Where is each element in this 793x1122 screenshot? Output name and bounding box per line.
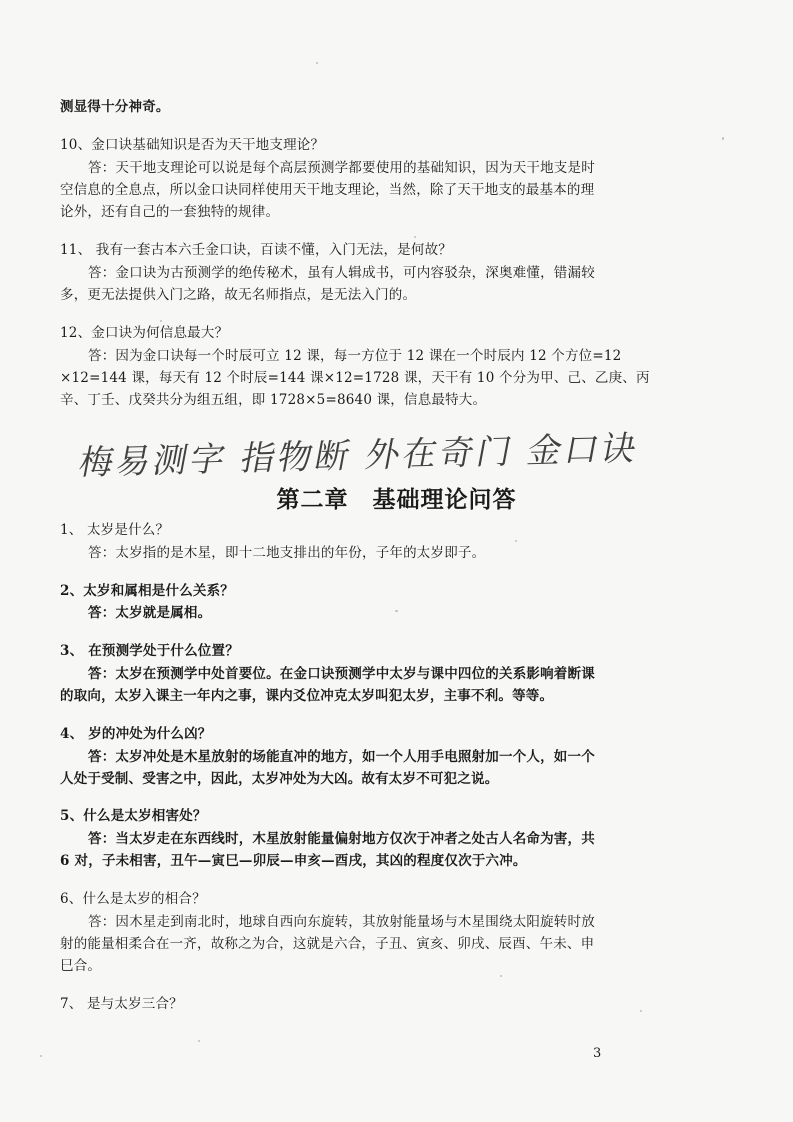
scan-speck	[160, 320, 162, 322]
answer-line: 的取向，太岁入课主一年内之事，课内爻位冲克太岁叫犯太岁，主事不利。等等。	[60, 688, 554, 704]
scan-speck	[40, 1055, 42, 1057]
scan-speck	[414, 236, 416, 238]
answer-line: 答：太岁冲处是木星放射的场能直冲的地方，如一个人用手电照射加一个人，如一个	[88, 749, 595, 765]
answer-line: 答：太岁在预测学中处首要位。在金口诀预测学中太岁与课中四位的关系影响着断课	[88, 666, 595, 682]
answer-line: 人处于受制、受害之中，因此，太岁冲处为大凶。故有太岁不可犯之说。	[60, 771, 499, 787]
scan-speck	[316, 62, 318, 64]
scan-speck	[640, 1010, 642, 1012]
answer-line: 6 对，子未相害，丑午—寅巳—卯辰—申亥—酉戌，其凶的程度仅次于六冲。	[60, 853, 527, 869]
question-3: 3、 在预测学处于什么位置？	[60, 643, 239, 659]
text-line: 测显得十分神奇。	[60, 99, 170, 115]
answer-line: 巳合。	[60, 958, 102, 974]
answer-line: 答：太岁就是属相。	[88, 605, 212, 621]
answer-line: 空信息的全息点，所以金口诀同样使用天干地支理论，当然，除了天干地支的最基本的理	[60, 182, 595, 198]
chapter-title: 第二章 基础理论问答	[276, 487, 517, 513]
answer-line: 答：当太岁走在东西线时，木星放射能量偏射地方仅次于冲者之处古人名命为害，共	[88, 831, 595, 847]
answer-line: 多，更无法提供入门之路，故无名师指点，是无法入门的。	[60, 287, 417, 303]
answer-line: 答：因为金口诀每一个时辰可立 12 课，每一方位于 12 课在一个时辰内 12 个方位=12	[88, 348, 622, 364]
question-7: 7、 是与太岁三合？	[60, 996, 183, 1012]
page-number: 3	[593, 1046, 602, 1061]
question-1: 1、 太岁是什么？	[60, 522, 170, 538]
question-6: 6、什么是太岁的相合？	[60, 891, 206, 907]
question-4: 4、 岁的冲处为什么凶？	[60, 726, 212, 742]
question-12: 12、金口诀为何信息最大？	[60, 325, 229, 341]
answer-line: ×12=144 课，每天有 12 个时辰=144 课×12=1728 课，天干有 10 个分为甲、己、乙庚、丙	[60, 370, 650, 386]
answer-line: 射的能量相柔合在一齐，故称之为合，这就是六合，子丑、寅亥、卯戌、辰酉、午未、申	[60, 936, 595, 952]
scan-speck	[500, 975, 502, 977]
answer-line: 辛、丁壬、戊癸共分为组五组，即 1728×5=8640 课，信息最特大。	[60, 392, 487, 408]
question-2: 2、太岁和属相是什么关系？	[60, 583, 234, 599]
question-10: 10、金口诀基础知识是否为天干地支理论？	[60, 137, 325, 153]
question-11: 11、 我有一套古本六壬金口诀，百读不懂，入门无法，是何故？	[60, 242, 452, 258]
scan-speck	[722, 137, 724, 140]
scan-speck	[198, 1040, 200, 1042]
answer-line: 答：金口诀为古预测学的绝传秘术，虽有人辑成书，可内容驳杂，深奥难懂，错漏较	[88, 265, 595, 281]
answer-line: 答：因木星走到南北时，地球自西向东旋转，其放射能量场与木星围绕太阳旋转时放	[88, 914, 595, 930]
scan-speck	[395, 610, 398, 612]
question-5: 5、什么是太岁相害处？	[60, 808, 207, 824]
answer-line: 答：天干地支理论可以说是每个高层预测学都要使用的基础知识，因为天干地支是时	[88, 160, 595, 176]
answer-line: 论外，还有自己的一套独特的规律。	[60, 204, 280, 220]
scan-speck	[515, 540, 517, 542]
answer-line: 答：太岁指的是木星，即十二地支排出的年份，子年的太岁即子。	[88, 545, 486, 561]
handwritten-note: 梅易测字 指物断 外在奇门 金口诀	[75, 428, 643, 484]
